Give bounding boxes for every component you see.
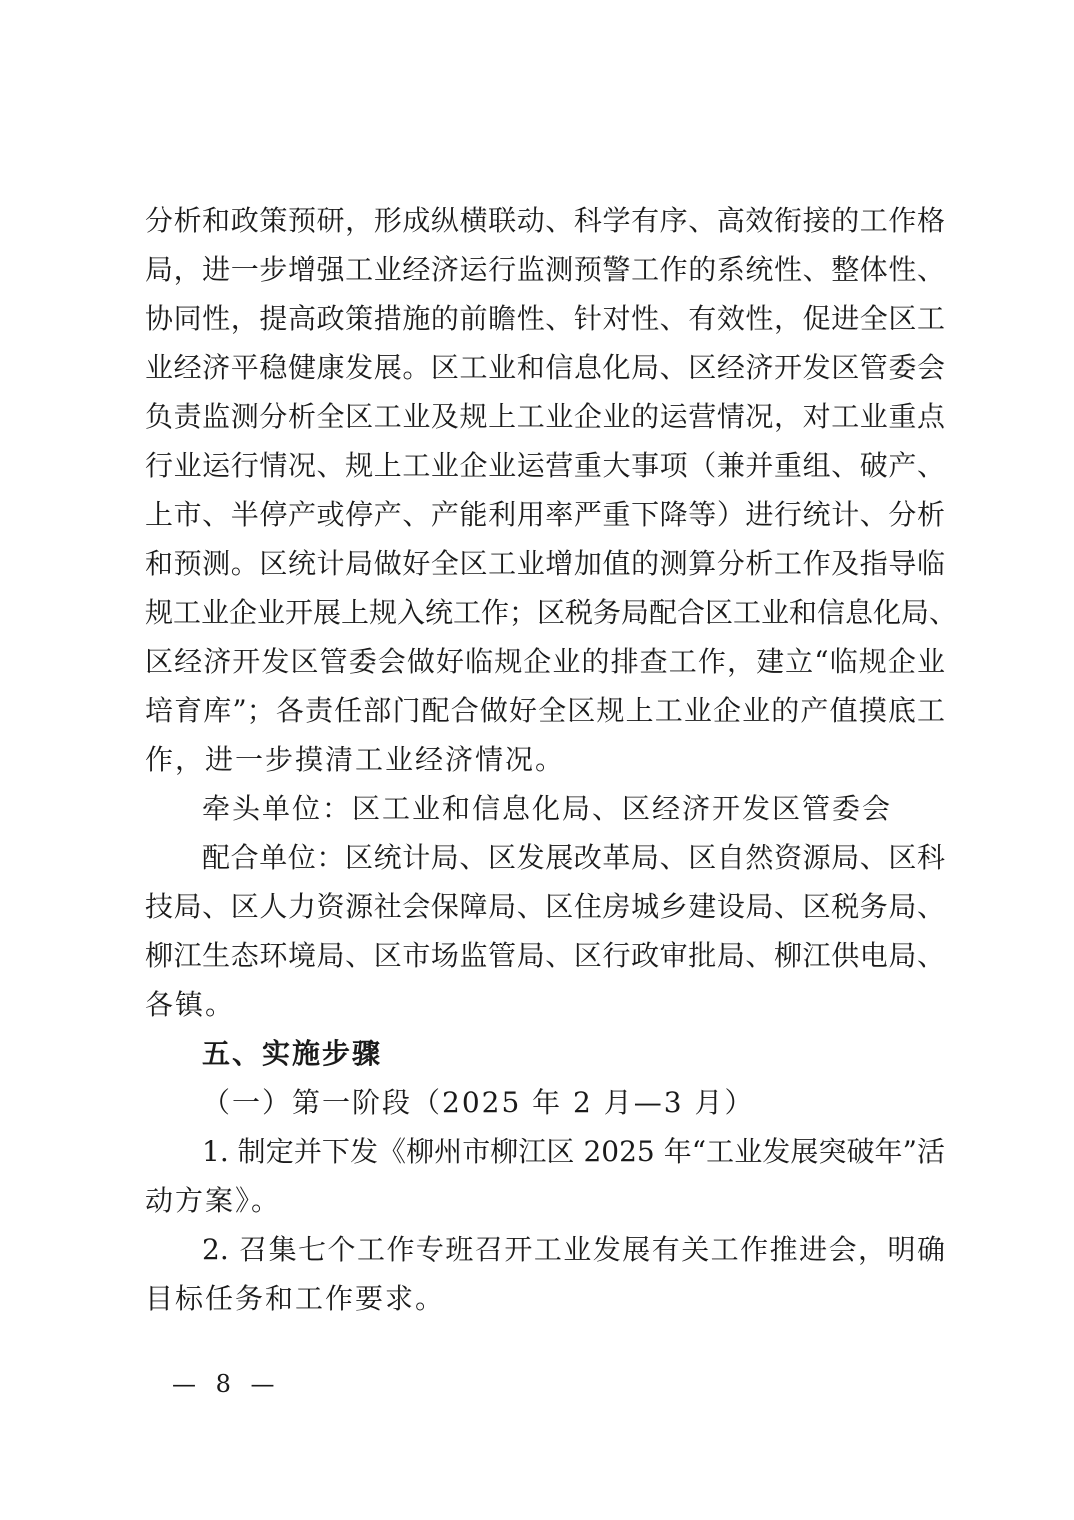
cooperating-units-line: 柳江生态环境局、区市场监管局、区行政审批局、柳江供电局、 [145,939,945,972]
paragraph-line: 行业运行情况、规上工业企业运营重大事项（兼并重组、破产、 [145,449,945,482]
cooperating-units-line: 各镇。 [145,988,236,1021]
page-number: — 8 — [172,1370,281,1398]
lead-unit-line: 牵头单位：区工业和信息化局、区经济开发区管委会 [202,792,893,825]
paragraph-line: 和预测。区统计局做好全区工业增加值的测算分析工作及指导临 [145,547,945,580]
list-item-line: 目标任务和工作要求。 [145,1282,446,1315]
body-text [145,196,958,1323]
paragraph-line: 规工业企业开展上规入统工作；区税务局配合区工业和信息化局、 [145,596,958,629]
cooperating-units-line: 配合单位：区统计局、区发展改革局、区自然资源局、区科 [202,841,945,874]
section-heading: 五、实施步骤 [202,1037,383,1070]
paragraph-line: 培育库”；各责任部门配合做好全区规上工业企业的产值摸底工 [145,694,945,727]
list-item-line: 动方案》。 [145,1184,282,1217]
paragraph-line: 分析和政策预研，形成纵横联动、科学有序、高效衔接的工作格 [145,204,945,237]
subsection-heading: （一）第一阶段（2025 年 2 月—3 月） [202,1086,755,1119]
paragraph-line: 局，进一步增强工业经济运行监测预警工作的系统性、整体性、 [145,253,945,286]
list-item-line: 2. 召集七个工作专班召开工业发展有关工作推进会，明确 [202,1233,945,1266]
paragraph-line: 上市、半停产或停产、产能利用率严重下降等）进行统计、分析 [145,498,945,531]
paragraph-line: 区经济开发区管委会做好临规企业的排查工作，建立“临规企业 [145,645,945,678]
cooperating-units-line: 技局、区人力资源社会保障局、区住房城乡建设局、区税务局、 [145,890,945,923]
paragraph-line: 协同性，提高政策措施的前瞻性、针对性、有效性，促进全区工 [145,302,945,335]
paragraph-line: 作，进一步摸清工业经济情况。 [145,743,566,776]
list-item-line: 1. 制定并下发《柳州市柳江区 2025 年“工业发展突破年”活 [202,1135,945,1168]
paragraph-line: 业经济平稳健康发展。区工业和信息化局、区经济开发区管委会 [145,351,945,384]
paragraph-line: 负责监测分析全区工业及规上工业企业的运营情况，对工业重点 [145,400,945,433]
